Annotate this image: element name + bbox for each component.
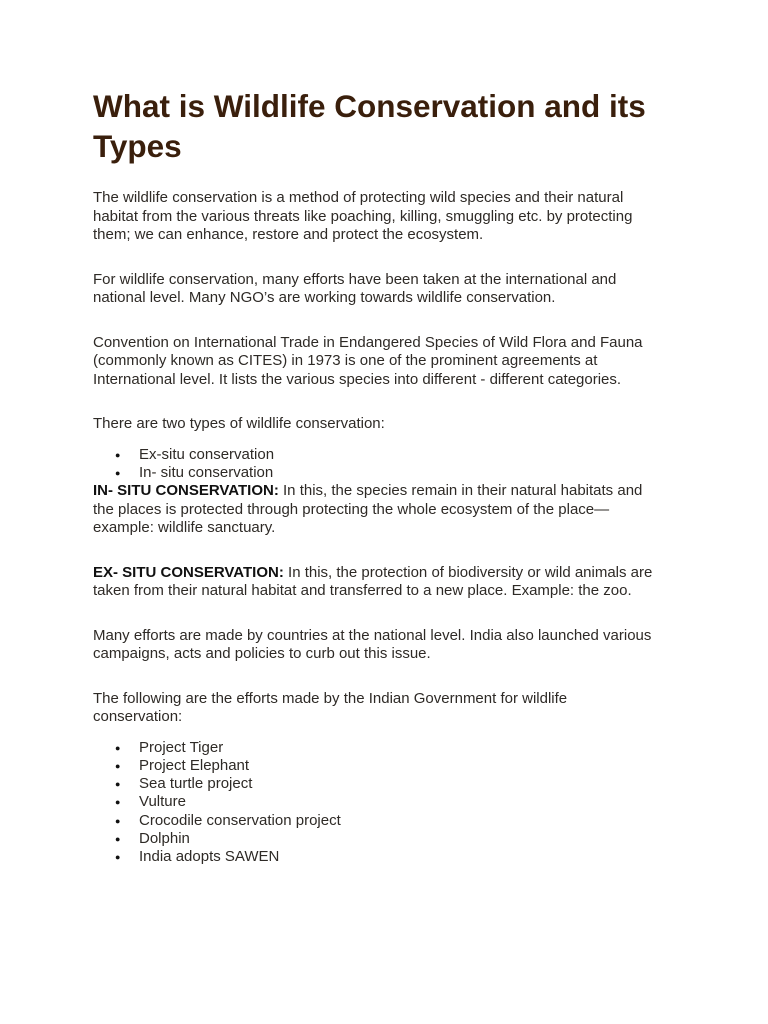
- paragraph-insitu: [93, 482, 658, 538]
- bullet-icon: ●: [115, 760, 121, 771]
- list-item-label: Dolphin: [139, 830, 190, 848]
- list-item: [115, 756, 658, 775]
- list-item: [115, 793, 658, 811]
- paragraph-national-efforts: Many efforts are made by countries at the national level. India also launched various campaigns, acts and policies to curb out this issue.: [93, 626, 652, 663]
- bullet-icon: ●: [115, 449, 121, 460]
- efforts-list: [93, 739, 658, 867]
- list-item-label: Vulture: [139, 793, 186, 811]
- list-item-label: India adopts SAWEN: [139, 848, 280, 866]
- bullet-icon: ●: [115, 797, 121, 808]
- bullet-icon: ●: [115, 852, 121, 863]
- list-item: [115, 775, 658, 793]
- paragraph-efforts: For wildlife conservation, many efforts have been taken at the international and national level. Many NGO’s are working towards wildlife conservation.: [93, 270, 617, 306]
- list-item-label: In- situ conservation: [139, 463, 274, 481]
- page-title: What is Wildlife Conservation and its Types: [93, 88, 646, 164]
- paragraph-types-intro: There are two types of wildlife conservation:: [93, 415, 385, 432]
- paragraph-exsitu: [93, 564, 658, 601]
- list-item: [115, 848, 658, 866]
- list-item-label: Project Elephant: [139, 756, 250, 774]
- bullet-icon: ●: [115, 467, 121, 478]
- list-item-label: Ex-situ conservation: [139, 445, 275, 463]
- list-item: [115, 830, 658, 848]
- exsitu-heading: EX- SITU CONSERVATION:: [93, 563, 284, 581]
- bullet-icon: ●: [115, 815, 121, 826]
- paragraph-govt-efforts: The following are the efforts made by the Indian Government for wildlife conservation:: [93, 689, 568, 726]
- list-item: [115, 463, 658, 482]
- list-item-label: Crocodile conservation project: [139, 811, 341, 829]
- insitu-heading: IN- SITU CONSERVATION:: [93, 482, 279, 500]
- bullet-icon: ●: [115, 834, 121, 845]
- list-item: [115, 738, 658, 757]
- types-list: [93, 446, 658, 483]
- exsitu-text: In this, the protection of biodiversity or wild animals are taken from their natural habitat and transferred to a new place. Example: the zoo.: [93, 563, 653, 600]
- list-item: [115, 811, 658, 830]
- insitu-text: In this, the species remain in their natural habitats and the places is protected through protecting the whole ecosystem of the place—example: wildlife sanctuary.: [93, 482, 643, 537]
- paragraph-intro: The wildlife conservation is a method of protecting wild species and their natural habitat from the various threats like poaching, killing, smuggling etc. by protecting them; we can enhance, restore and protect the ecosystem.: [93, 189, 633, 243]
- paragraph-cites: Convention on International Trade in Endangered Species of Wild Flora and Fauna (commonly known as CITES) in 1973 is one of the prominent agreements at International level. It lists the various species into different - different categories.: [93, 333, 643, 388]
- bullet-icon: ●: [115, 779, 121, 790]
- bullet-icon: ●: [115, 742, 121, 753]
- list-item: [115, 445, 658, 464]
- list-item-label: Sea turtle project: [139, 775, 253, 793]
- list-item-label: Project Tiger: [139, 738, 224, 756]
